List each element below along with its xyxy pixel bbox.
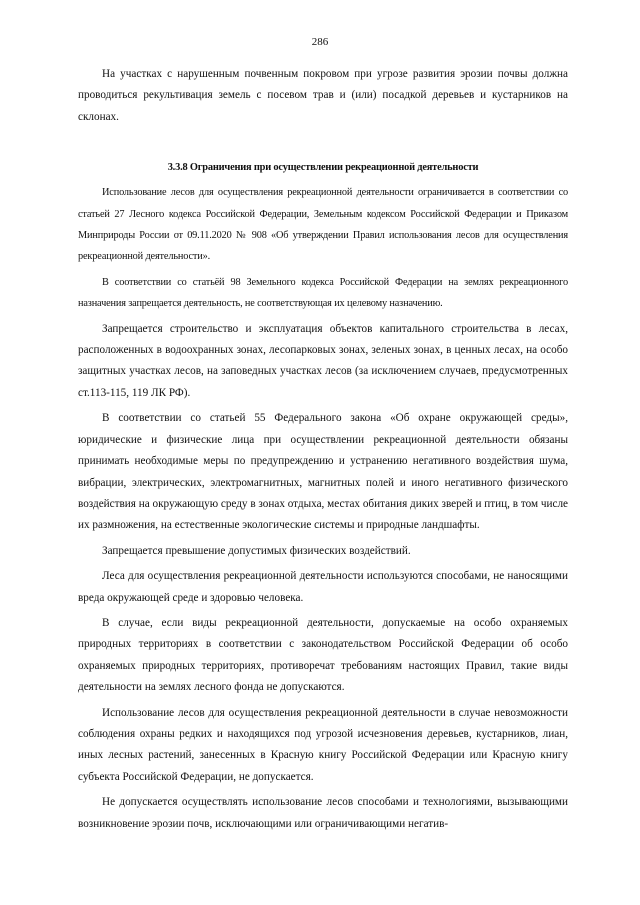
paragraph-protected-areas: В случае, если виды рекреационной деятельности, допускаемые на особо охраняемых природных территориях в соответствии с законодательством Российской Федерации об особо охраняемых природных территориях, противоречат требованиям настоящих Правил, такие виды деятельности на землях лесного фонда не допускаются. (78, 616, 568, 694)
page-content (78, 64, 568, 835)
paragraph-methods: Леса для осуществления рекреационной деятельности используются способами, не наносящими вреда окружающей среде и здоровью человека. (78, 570, 568, 604)
paragraph-environmental-law: В соответствии со статьей 55 Федерального закона «Об охране окружающей среды», юридические и физические лица при осуществлении рекреационной деятельности обязаны принимать необходимые меры по предупреждению и устранению негативного воздействия шума, вибрации, электрических, электромагнитных, магнитных полей и иного негативного физического воздействия на окружающую среду в зонах отдыха, местах обитания диких зверей и птиц, в том числе их размножения, на естественные экологические системы и природные ландшафты. (78, 412, 568, 532)
paragraph-land-code: В соответствии со статьёй 98 Земельного кодекса Российской Федерации на землях рекреационного назначения запрещается деятельность, не соответствующая их целевому назначению. (78, 276, 568, 310)
page-number: 286 (311, 36, 329, 48)
paragraph-erosion: Не допускается осуществлять использование лесов способами и технологиями, вызывающими возникновение эрозии почв, исключающими или ограничивающими негатив- (78, 796, 568, 830)
section-heading: 3.3.8 Ограничения при осуществлении рекреационной деятельности (167, 162, 479, 174)
intro-paragraph: На участках с нарушенным почвенным покровом при угрозе развития эрозии почвы должна проводиться рекультивация земель с посевом трав и (или) посадкой деревьев и кустарников на склонах. (78, 68, 568, 123)
paragraph-restrictions-basis: Использование лесов для осуществления рекреационной деятельности ограничивается в соответствии со статьей 27 Лесного кодекса Российской Федерации, Земельным кодексом Российской Федерации и Приказом Минприроды России от 09.11.2020 № 908 «Об утверждении Правил использования лесов для осуществления рекреационной деятельности». (78, 187, 568, 263)
paragraph-construction-ban: Запрещается строительство и эксплуатация объектов капитального строительства в лесах, расположенных в водоохранных зонах, лесопарковых зонах, зеленых зонах, в ценных лесах, на особо защитных участках лесов, на заповедных участках лесов (за исключением случаев, предусмотренных ст.113-115, 119 ЛК РФ). (78, 322, 568, 399)
paragraph-red-book: Использование лесов для осуществления рекреационной деятельности в случае невозможности соблюдения охраны редких и находящихся под угрозой исчезновения деревьев, кустарников, лиан, иных лесных растений, занесенных в Красную книгу Российской Федерации или Красную книгу субъекта Российской Федерации, не допускается. (78, 706, 568, 783)
paragraph-physical-impact: Запрещается превышение допустимых физических воздействий. (102, 544, 411, 557)
